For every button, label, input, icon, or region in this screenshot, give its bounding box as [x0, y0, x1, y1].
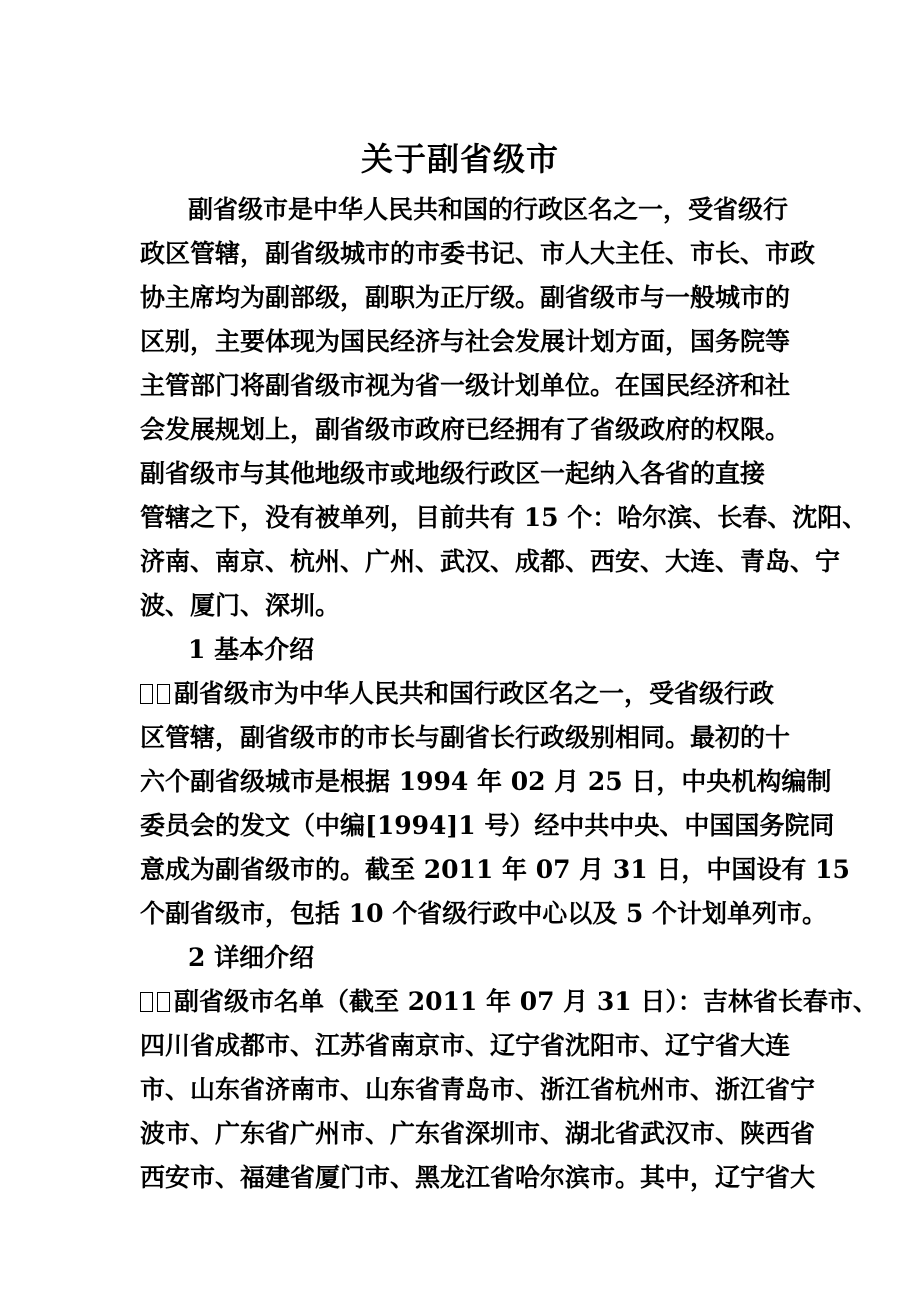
intro-line: 会发展规划上，副省级市政府已经拥有了省级政府的权限。: [140, 415, 791, 444]
section-1-first-line: [140, 674, 774, 714]
intro-line: 副省级市与其他地级市或地级行政区一起纳入各省的直接: [140, 459, 766, 488]
intro-line: 副省级市是中华人民共和国的行政区名之一，受省级行: [188, 195, 789, 224]
section-2-first-line: [140, 982, 878, 1022]
section-1-line: 个副省级市，包括 10 个省级行政中心以及 5 个计划单列市。: [140, 899, 828, 928]
section-1-line: 六个副省级城市是根据 1994 年 02 月 25 日，中央机构编制: [140, 767, 832, 796]
section-1-line: 区管辖，副省级市的市长与副省长行政级别相同。最初的十: [140, 723, 791, 752]
intro-line: 管辖之下，没有被单列，目前共有 15 个：哈尔滨、长春、沈阳、: [140, 503, 868, 532]
section-1-heading: 1 基本介绍: [188, 635, 315, 664]
intro-line: 协主席均为副部级，副职为正厅级。副省级市与一般城市的: [140, 283, 791, 312]
section-1-line: 副省级市为中华人民共和国行政区名之一，受省级行政: [174, 679, 775, 708]
section-2-line: 西安市、福建省厦门市、黑龙江省哈尔滨市。其中，辽宁省大: [140, 1163, 816, 1192]
intro-line: 区别，主要体现为国民经济与社会发展计划方面，国务院等: [140, 327, 791, 356]
intro-line: 政区管辖，副省级城市的市委书记、市人大主任、市长、市政: [140, 239, 816, 268]
section-2-line: 副省级市名单（截至 2011 年 07 月 31 日）：吉林省长春市、: [174, 987, 878, 1016]
intro-line: 波、厦门、深圳。: [140, 591, 341, 620]
section-1-line: 意成为副省级市的。截至 2011 年 07 月 31 日，中国设有 15: [140, 855, 850, 884]
section-1-line: 委员会的发文（中编[1994]1 号）经中共中央、中国国务院同: [140, 811, 835, 840]
section-2-line: 波市、广东省广州市、广东省深圳市、湖北省武汉市、陕西省: [140, 1119, 816, 1148]
section-2-line: 市、山东省济南市、山东省青岛市、浙江省杭州市、浙江省宁: [140, 1075, 816, 1104]
placeholder-box-icon: [157, 992, 170, 1012]
document-title: 关于副省级市: [360, 140, 559, 178]
placeholder-box-icon: [140, 684, 153, 704]
placeholder-box-icon: [157, 684, 170, 704]
section-2-line: 四川省成都市、江苏省南京市、辽宁省沈阳市、辽宁省大连: [140, 1031, 791, 1060]
section-2-heading: 2 详细介绍: [188, 943, 315, 972]
placeholder-box-icon: [140, 992, 153, 1012]
intro-line: 济南、南京、杭州、广州、武汉、成都、西安、大连、青岛、宁: [140, 547, 841, 576]
intro-line: 主管部门将副省级市视为省一级计划单位。在国民经济和社: [140, 371, 791, 400]
